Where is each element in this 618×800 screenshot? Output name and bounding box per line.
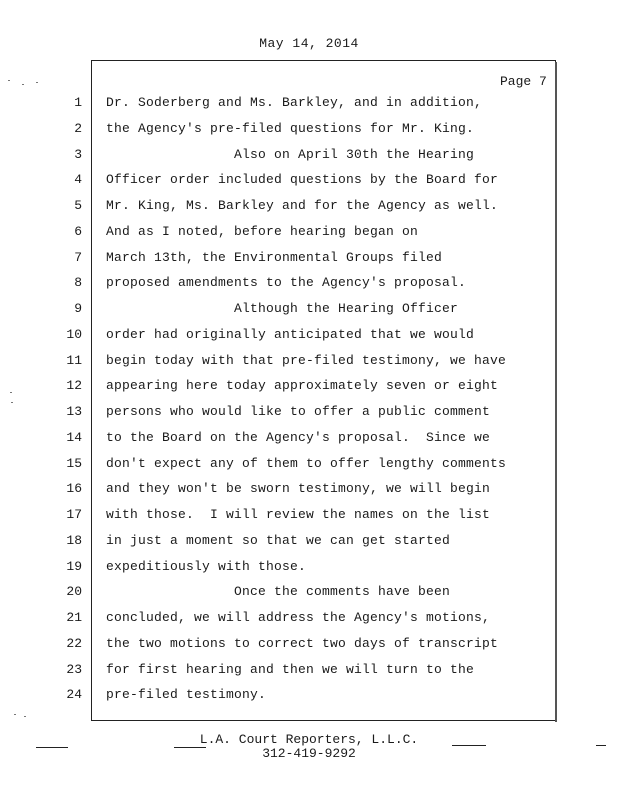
transcript-line: Although the Hearing Officer — [106, 301, 459, 316]
transcript-line: for first hearing and then we will turn to the — [106, 662, 475, 677]
transcript-line: Dr. Soderberg and Ms. Barkley, and in addition, — [106, 95, 483, 110]
line-number: 14 — [66, 430, 82, 445]
transcript-line: and they won't be sworn testimony, we will begin — [106, 481, 491, 496]
line-number: 5 — [74, 198, 82, 213]
line-number: 7 — [74, 250, 82, 265]
scan-speck — [8, 80, 10, 81]
transcript-line: expeditiously with those. — [106, 559, 307, 574]
scan-speck — [22, 84, 24, 85]
line-number: 1 — [74, 95, 82, 110]
transcript-line: March 13th, the Environmental Groups filed — [106, 250, 443, 265]
line-number: 8 — [74, 275, 82, 290]
line-number: 10 — [66, 327, 82, 342]
line-number: 23 — [66, 662, 82, 677]
scan-speck — [36, 82, 38, 83]
transcript-line: with those. I will review the names on the list — [106, 507, 491, 522]
transcript-line: pre-filed testimony. — [106, 687, 267, 702]
line-number: 18 — [66, 533, 82, 548]
line-number: 3 — [74, 147, 82, 162]
transcript-line: the Agency's pre-filed questions for Mr. King. — [106, 121, 475, 136]
transcript-line: persons who would like to offer a public comment — [106, 404, 491, 419]
footer-rule-center-left — [174, 747, 206, 748]
transcript-line: And as I noted, before hearing began on — [106, 224, 419, 239]
scan-speck — [14, 714, 16, 715]
court-reporter-name: L.A. Court Reporters, L.L.C. — [199, 732, 419, 747]
transcript-line: proposed amendments to the Agency's proposal. — [106, 275, 467, 290]
line-number: 19 — [66, 559, 82, 574]
line-number: 20 — [66, 584, 82, 599]
line-number: 22 — [66, 636, 82, 651]
transcript-line: Officer order included questions by the Board for — [106, 172, 499, 187]
footer-rule-left — [36, 747, 68, 748]
line-number: 16 — [66, 481, 82, 496]
line-number: 9 — [74, 301, 82, 316]
scan-speck — [10, 392, 12, 393]
line-number: 17 — [66, 507, 82, 522]
page-frame-edge — [555, 62, 557, 722]
line-number: 6 — [74, 224, 82, 239]
line-number: 2 — [74, 121, 82, 136]
scan-speck — [11, 402, 13, 403]
transcript-line: don't expect any of them to offer lengthy comments — [106, 456, 507, 471]
line-number: 4 — [74, 172, 82, 187]
footer — [0, 733, 618, 761]
transcript-line: begin today with that pre-filed testimony, we have — [106, 353, 507, 368]
line-number: 21 — [66, 610, 82, 625]
transcript-line: Mr. King, Ms. Barkley and for the Agency as well. — [106, 198, 499, 213]
footer-rule-right — [596, 745, 606, 746]
line-number: 15 — [66, 456, 82, 471]
transcript-line: in just a moment so that we can get started — [106, 533, 451, 548]
transcript-line: to the Board on the Agency's proposal. Since we — [106, 430, 491, 445]
transcript-line: order had originally anticipated that we would — [106, 327, 475, 342]
footer-rule-center-right — [452, 745, 486, 746]
transcript-line: Once the comments have been — [106, 584, 451, 599]
transcript-line: concluded, we will address the Agency's motions, — [106, 610, 491, 625]
scan-speck — [24, 716, 26, 717]
page-number: Page 7 — [500, 74, 547, 89]
line-number: 24 — [66, 687, 82, 702]
line-number: 11 — [66, 353, 82, 368]
line-number: 13 — [66, 404, 82, 419]
transcript-line: appearing here today approximately seven or eight — [106, 378, 499, 393]
court-reporter-phone: 312-419-9292 — [262, 746, 356, 761]
transcript-date: May 14, 2014 — [259, 36, 359, 51]
transcript-line: Also on April 30th the Hearing — [106, 147, 475, 162]
transcript-line: the two motions to correct two days of transcript — [106, 636, 499, 651]
line-number: 12 — [66, 378, 82, 393]
